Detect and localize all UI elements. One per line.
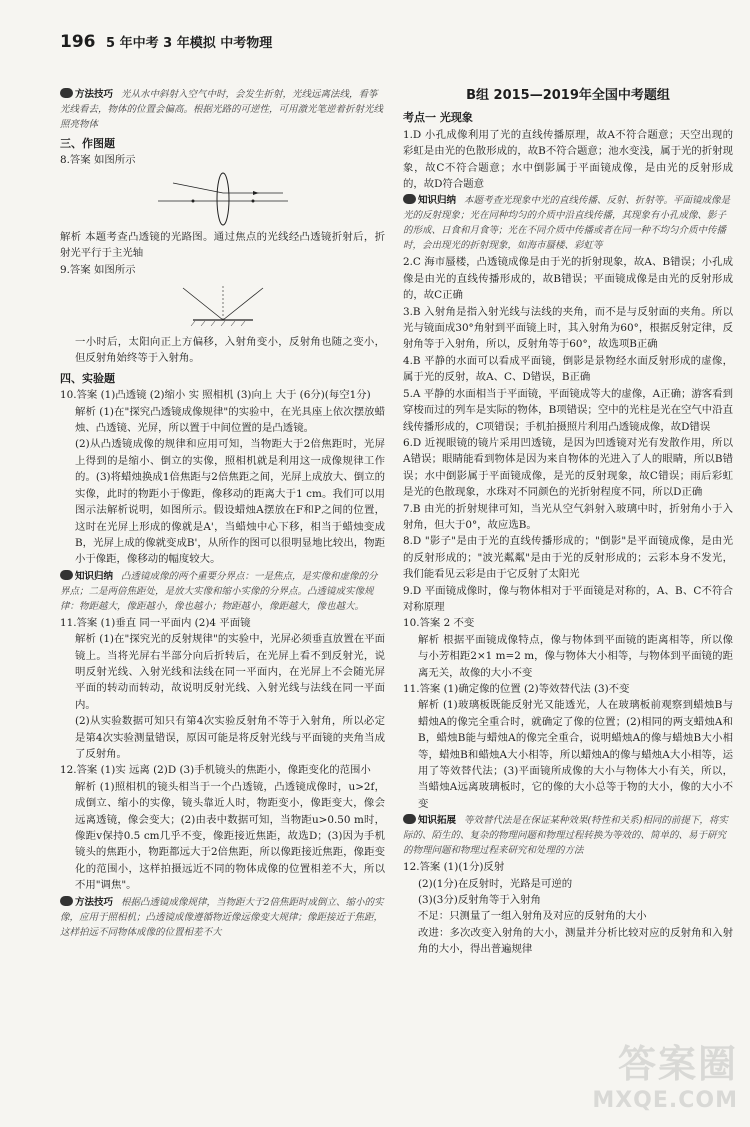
r-q12-line4: 改进：多次改变入射角的大小，测量并分析比较对应的反射角和入射角的大小，得出普遍规律 [418,926,733,956]
r-q11-answer: 11.答案 (1)确定像的位置 (2)等效替代法 (3)不变 [403,683,630,695]
book-title: 5 年中考 3 年模拟 中考物理 [106,36,273,51]
r-q12-answer: 12.答案 (1)(1分)反射 [403,861,505,874]
knowledge-extension: 知识拓展 等效替代法是在保证某种效果(特性和关系)相同的前提下，将实际的、陌生的、复杂的物理问题和物理过程转换为等效的、简单的、易于研究的物理问题和物理过程来研究和处理的方法 [403,815,728,857]
r-q5: 5.A 平静的水面相当于平面镜，平面镜成等大的虚像，A正确；游客看到穿梭而过的列车是实际的物体，B项错误；空中的光柱是光在空气中沿直线传播形成的，C项错误；手机拍摄照片利用凸透镜成像，故D错误 [403,387,733,433]
convex-lens-diagram [153,171,293,227]
r-q1: 1.D 小孔成像利用了光的直线传播原理，故A不符合题意；天空出现的彩虹是由光的色散形成的，故B不符合题意；池水变浅，属于光的折射现象，故C不符合题意；水中倒影属于平面镜成像，是由光的反射形成的，故D符合题意 [403,128,733,191]
group-title: B组 2015—2019年全国中考题组 [466,88,670,103]
section-drawing: 三、作图题 [60,137,115,150]
method-icon [60,88,73,98]
knowledge-summary-2: 知识归纳 本题考查光现象中光的直线传播、反射、折射等。平面镜成像是光的反射现象；光在同种均匀的介质中沿直线传播，其现象有小孔成像、影子的形成、日食和月食等；光在不同介质中传播或者在同一种不均匀介质中传播时，会出现光的折射现象，如海市蜃楼、彩虹等 [403,195,731,252]
knowledge-icon [60,570,73,580]
r-q4: 4.B 平静的水面可以看成平面镜，倒影是景物经水面反射形成的虚像，属于光的反射，故A、C、D错误，B正确 [403,354,733,384]
q11-answer: 11.答案 (1)垂直 同一平面内 (2)4 平面镜 [60,616,251,629]
method-tip-2: 方法技巧 根据凸透镜成像规律，当物距大于2倍焦距时成倒立、缩小的实像，应用于照相机；凸透镜成像遵循物近像远像变大规律；像距接近于焦距，这样拍远不同物体成像的位置相差不大 [60,896,384,938]
page-number: 196 [60,32,96,52]
extension-icon [403,814,416,824]
q10-answer: 10.答案 (1)凸透镜 (2)缩小 实 照相机 (3)向上 大于 (6分)(每空1分) [60,389,371,402]
r-q3: 3.B 入射角是指入射光线与法线的夹角，而不是与反射面的夹角。所以光与镜面成30°角射到平面镜上时，其入射角为60°，根据反射定律，反射角等于入射角，所以，反射角等于60°，故选项B正确 [403,305,733,351]
right-column [403,88,733,958]
q11-analysis-2: (2)从实验数据可知只有第4次实验反射角不等于入射角，所以必定是第4次实验测量错误，原因可能是将反射光线与平面镜的夹角当成了反射角。 [75,715,385,760]
q8-answer: 8.答案 如图所示 [60,154,136,167]
r-q7: 7.B 由光的折射规律可知，当光从空气斜射入玻璃中时，折射角小于入射角，但大于0°，故应选B。 [403,502,733,531]
r-q2: 2.C 海市蜃楼，凸透镜成像是由于光的折射现象，故A、B错误；小孔成像是由光的直线传播形成的，故B错误；平面镜成像是由光的反射形成的，故C正确 [403,256,733,302]
method-tip-1: 方法技巧 光从水中斜射入空气中时，会发生折射，光线远离法线，看筝光线看去，物体的位置会偏高。根据光路的可逆性，可用激光笔逆着折射光线照亮物体 [60,89,384,130]
q11-analysis-1: 解析 (1)在"探究光的反射规律"的实验中，光屏必须垂直放置在平面镜上。当将光屏右半部分向后折转后，在光屏上看不到反射光，说明反射光线、入射光线和法线在同一平面内，在光屏上不会随光屏平面的转动而转动，故说明反射光线、入射光线与法线在同一平面内。 [75,633,385,711]
q12-answer: 12.答案 (1)实 远离 (2)D (3)手机镜头的焦距小，像距变化的范围小 [60,764,371,777]
knowledge-icon [403,194,416,204]
r-q10-answer: 10.答案 2 不变 [403,617,475,630]
q12-analysis: 解析 (1)照相机的镜头相当于一个凸透镜，凸透镜成像时，u>2f，成倒立、缩小的实像，镜头靠近人时，物距变小，像距变大，像会远离透镜，像会变大；(2)由表中数据可知，当物距u>0.50 m时，像距v保持0.5 cm几乎不变，像距接近焦距，故选D；(3)因为手机镜头的焦距小，物距都远大于2倍焦距，所以像距接近焦距，像距变化的范围小，这样拍摄远近不同的物体成像的位置相差不大，所以不用"调焦"。 [75,780,385,892]
topic-heading: 考点一 光现象 [403,111,473,125]
watermark-line1: 答案圈 [617,1042,738,1086]
r-q11-analysis: 解析 (1)玻璃板既能反射光又能透光，人在玻璃板前观察到蜡烛B与蜡烛A的像完全重合时，就确定了像的位置；(2)相同的两支蜡烛A和B，蜡烛B能与蜡烛A的像完全重合，说明蜡烛A的像与蜡烛B大小相等，蜡烛B和蜡烛A大小相等，所以蜡烛A的像与蜡烛A大小相等，运用了等效替代法；(3)平面镜所成像的大小与物体大小有关，所以，当蜡烛A远离玻璃板时，它的像的大小总等于物的大小，像的大小不变 [418,699,733,810]
r-q8: 8.D "影子"是由于光的直线传播形成的；"倒影"是平面镜成像，是由光的反射形成的；"波光粼粼"是由于光的反射形成的；云彩本身不发光，我们能看见云彩是由于它反射了太阳光 [403,535,733,581]
q10-analysis-2: (2)从凸透镜成像的规律和应用可知，当物距大于2倍焦距时，光屏上得到的是缩小、倒立的实像，照相机就是利用这一成像规律工作的。(3)将蜡烛换成1倍焦距与2倍焦距之间，光屏上成放大、倒立的实像，此时的物距小于像距，像移动的距离大于1 cm。我们可以用图示法解析说明，如图所示。假设蜡烛A摆放在F和P之间的位置，这时在光屏上形成的像就是A'，当蜡烛中心下移，相当于蜡烛变成B，光屏上成的像就变成B'，从所作的图可以很明显地比较出，物距小于像距，像移动的幅度较大。 [75,438,385,566]
q9-answer: 9.答案 如图所示 [60,263,136,276]
left-column [60,86,385,941]
watermark [592,1033,738,1113]
knowledge-summary-1: 知识归纳 凸透镜成像的两个重要分界点：一是焦点，是实像和虚像的分界点；二是两倍焦距处，是放大实像和缩小实像的分界点。凸透镜成实像规律：物距越大，像距越小，像也越小；物距越小，像距越大，像也越大。 [60,570,378,612]
r-q12-line3: 不足：只测量了一组入射角及对应的反射角的大小 [418,910,647,923]
section-experiment: 四、实验题 [60,371,115,385]
page-header [60,32,272,52]
q9-analysis: 一小时后，太阳向正上方偏移，入射角变小，反射角也随之变小，但反射角始终等于入射角。 [75,336,385,365]
mirror-reflection-diagram [163,280,283,332]
r-q12-line1: (2)(1分)在反射时，光路是可逆的 [418,877,573,890]
r-q10-analysis: 解析 根据平面镜成像特点，像与物体到平面镜的距离相等，所以像与小芳相距2×1 m=2 m，像与物体大小相等，与物体到平面镜的距离无关，故像的大小不变 [418,633,733,679]
q10-analysis-1: 解析 (1)在"探究凸透镜成像规律"的实验中，在光具座上依次摆放蜡烛、凸透镜、光屏，所以置于中间位置的是凸透镜。 [75,405,385,435]
q8-analysis: 解析 本题考查凸透镜的光路图。通过焦点的光线经凸透镜折射后，折射光平行于主光轴 [60,230,385,260]
r-q12-line2: (3)(3分)反射角等于入射角 [418,894,541,907]
r-q6: 6.D 近视眼镜的镜片采用凹透镜，是因为凹透镜对光有发散作用，所以A错误；眼睛能看到物体是因为来自物体的光进入了人的眼睛，所以B错误；水中倒影属于平面镜成像，是光的反射现象，故C错误；雨后彩虹是光的色散现象，水珠对不同颜色的光折射程度不同，所以D正确 [403,436,733,499]
method-icon [60,896,73,906]
watermark-line2: MXQE.COM [592,1088,738,1113]
r-q9: 9.D 平面镜成像时，像与物体相对于平面镜是对称的，A、B、C不符合对称原理 [403,584,733,613]
